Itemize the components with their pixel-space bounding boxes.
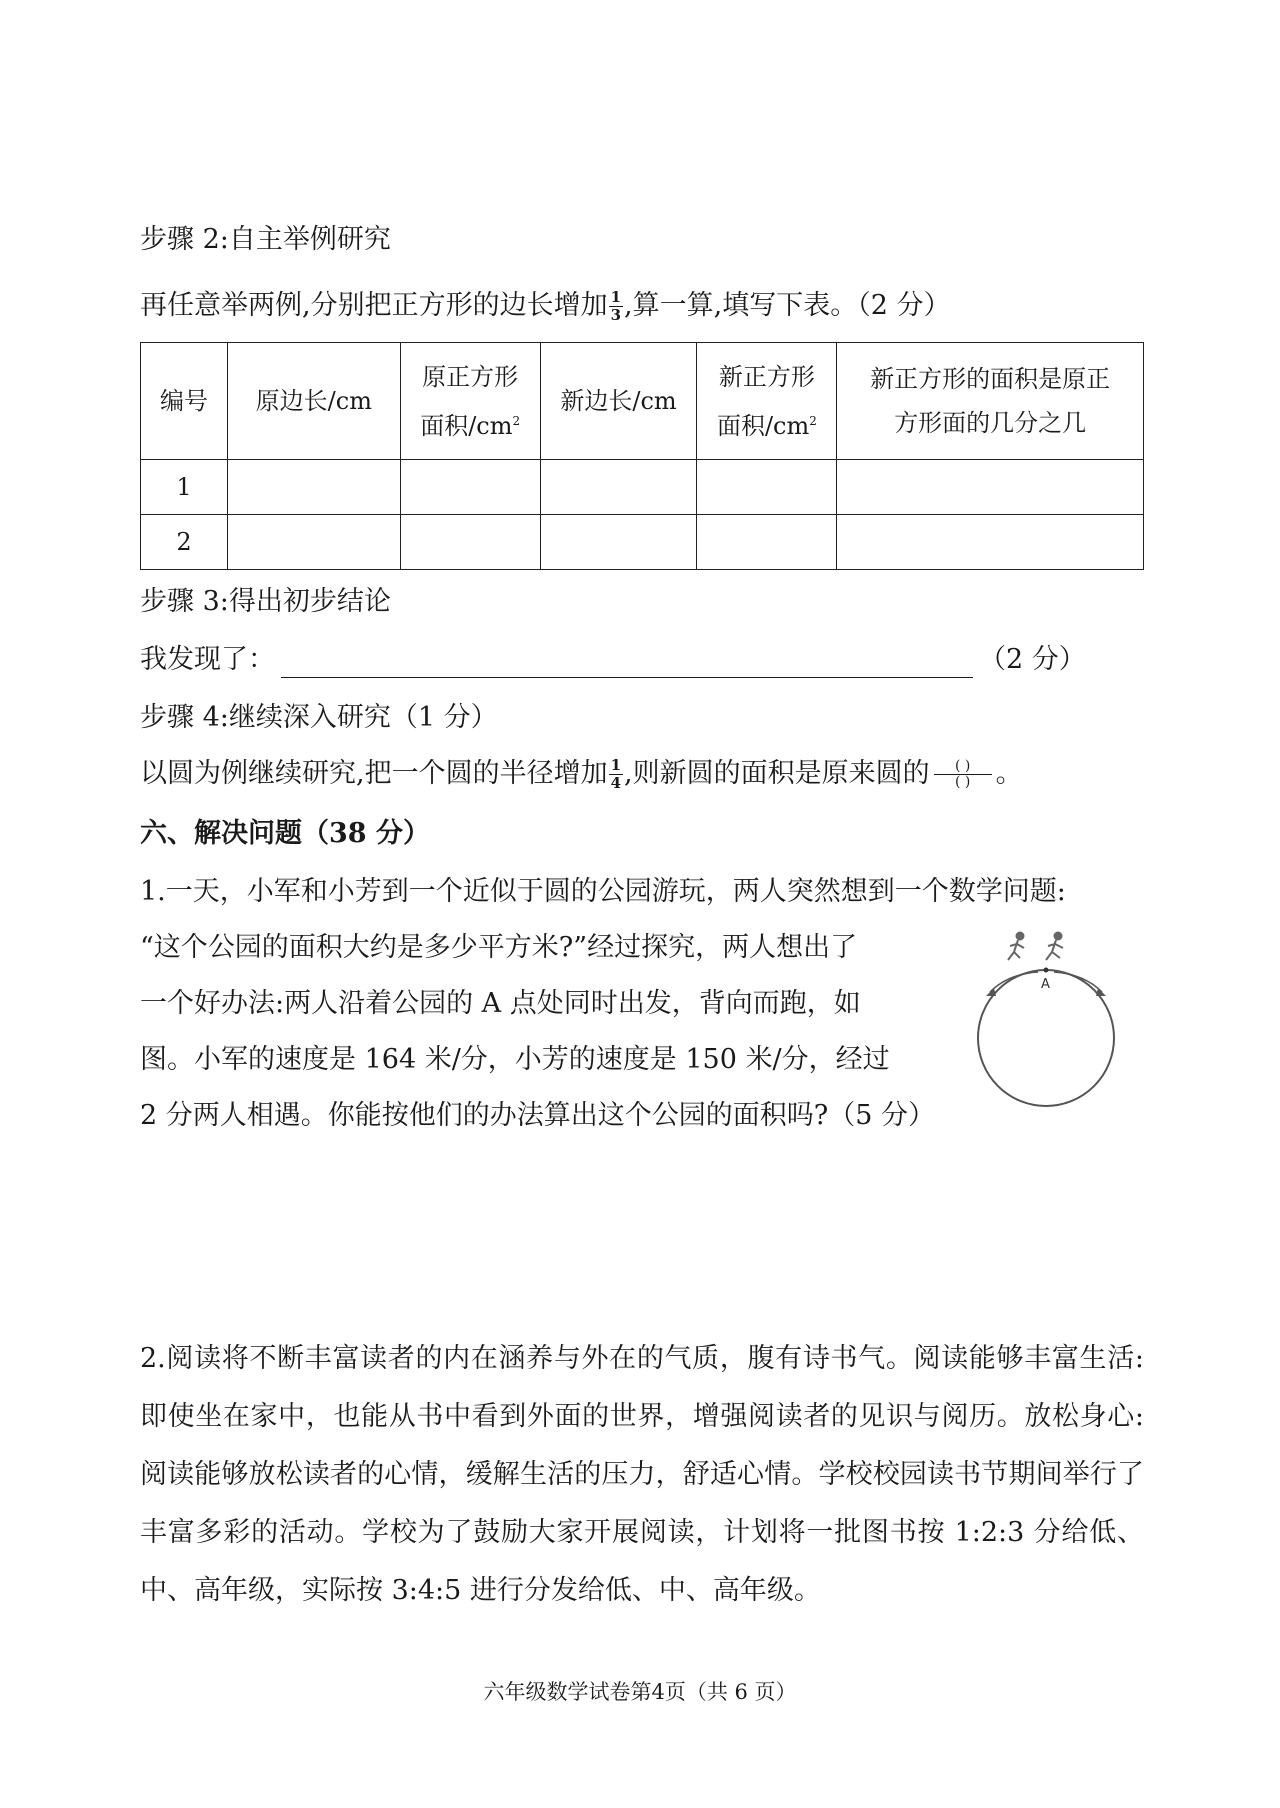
row-number: 2 [141, 515, 228, 570]
fraction-denominator: 4 [610, 774, 622, 792]
header-new-area-l1: 新正方形 [718, 362, 815, 391]
q1-line1: 1.一天，小军和小芳到一个近似于圆的公园游玩，两人突然想到一个数学问题: [140, 876, 1066, 907]
answer-cell[interactable] [540, 515, 697, 570]
table-header-row [141, 343, 1144, 460]
step2-title: 步骤 2:自主举例研究 [140, 224, 391, 255]
fraction-denominator: 3 [610, 306, 622, 324]
header-number: 编号 [141, 343, 228, 460]
found-label: 我发现了： [140, 644, 275, 675]
step4-text-before: 以圆为例继续研究,把一个圆的半径增加 [140, 758, 608, 789]
fraction-one-third [609, 289, 623, 324]
park-circle-figure [968, 930, 1118, 1110]
header-ratio [837, 343, 1144, 460]
answer-cell[interactable] [227, 460, 400, 515]
table-row [141, 515, 1144, 570]
step4-text-middle: ,则新圆的面积是原来圆的 [624, 758, 930, 789]
header-orig-area-l1: 原正方形 [422, 362, 519, 391]
answer-cell[interactable] [227, 515, 400, 570]
header-new-area [697, 343, 837, 460]
step2-instruction [140, 288, 950, 324]
step4-question [140, 756, 1023, 792]
step2-instruction-before: 再任意举两例,分别把正方形的边长增加 [140, 290, 608, 321]
fraction-numerator: 1 [610, 756, 622, 774]
superscript-2: 2 [809, 413, 817, 428]
header-ratio-l1: 新正方形的面积是原正 [870, 365, 1111, 393]
square-area-table [140, 342, 1144, 570]
answer-cell[interactable] [837, 515, 1144, 570]
point-a-dot [1044, 968, 1049, 973]
answer-cell[interactable] [697, 515, 837, 570]
table-row [141, 460, 1144, 515]
right-arrowhead [1096, 988, 1106, 996]
runner-right-icon [1046, 933, 1063, 961]
page-footer: 六年级数学试卷第4页（共 6 页） [483, 1680, 797, 1704]
header-orig-area-l2: 面积/cm [420, 411, 513, 440]
answer-blank[interactable] [281, 651, 973, 678]
step4-text-end: 。 [995, 758, 1023, 789]
q1-line3: 一个好办法:两人沿着公园的 A 点处同时出发，背向而跑，如 [140, 988, 861, 1019]
q1-line2: “这个公园的面积大约是多少平方米?”经过探究，两人想出了 [140, 932, 858, 963]
q1-line5: 2 分两人相遇。你能按他们的办法算出这个公园的面积吗?（5 分） [140, 1100, 935, 1131]
header-orig-area [400, 343, 540, 460]
right-arrow-path [1054, 972, 1102, 992]
superscript-2: 2 [512, 413, 521, 428]
step2-instruction-after: ,算一算,填写下表。（2 分） [624, 290, 951, 321]
q2-paragraph: 2.阅读将不断丰富读者的内在涵养与外在的气质，腹有诗书气。阅读能够丰富生活:即使坐在家中，也能从书中看到外面的世界，增强阅读者的见识与阅历。放松身心:阅读能够放松读者的心情，缓解生活的压力，舒适心情。学校校园读书节期间举行了丰富多彩的活动。学校为了鼓励大家开展阅读，计划将一批图书按 1:2:3 分给低、中、高年级，实际按 3:4:5 进行分发给低、中、高年级。 [140, 1343, 1144, 1606]
answer-cell[interactable] [837, 460, 1144, 515]
section6-title: 六、解决问题（38 分） [140, 818, 430, 849]
step4-title: 步骤 4:继续深入研究（1 分） [140, 702, 498, 733]
fraction-one-quarter [609, 757, 623, 792]
park-diagram [968, 930, 1118, 1110]
point-a-label: A [1041, 977, 1050, 992]
row-number: 1 [141, 460, 228, 515]
blank-denominator: ( ) [954, 774, 971, 790]
step3-points: （2 分） [979, 644, 1086, 675]
runner-left-icon [1008, 933, 1024, 961]
header-ratio-l2: 方形面的几分之几 [894, 409, 1087, 437]
answer-cell[interactable] [697, 460, 837, 515]
answer-cell[interactable] [400, 460, 540, 515]
left-arrow-path [990, 972, 1038, 992]
step3-found-line [140, 642, 1086, 678]
step3-title: 步骤 3:得出初步结论 [140, 586, 391, 617]
answer-fraction-blank[interactable] [934, 759, 992, 790]
header-new-side: 新边长/cm [540, 343, 697, 460]
header-orig-side: 原边长/cm [227, 343, 400, 460]
answer-cell[interactable] [540, 460, 697, 515]
fraction-numerator: 1 [610, 288, 622, 306]
q1-line4: 图。小军的速度是 164 米/分，小芳的速度是 150 米/分，经过 [140, 1044, 890, 1075]
header-new-area-l2: 面积/cm [716, 411, 810, 440]
blank-numerator: ( ) [934, 759, 992, 775]
answer-cell[interactable] [400, 515, 540, 570]
left-arrowhead [986, 988, 996, 996]
